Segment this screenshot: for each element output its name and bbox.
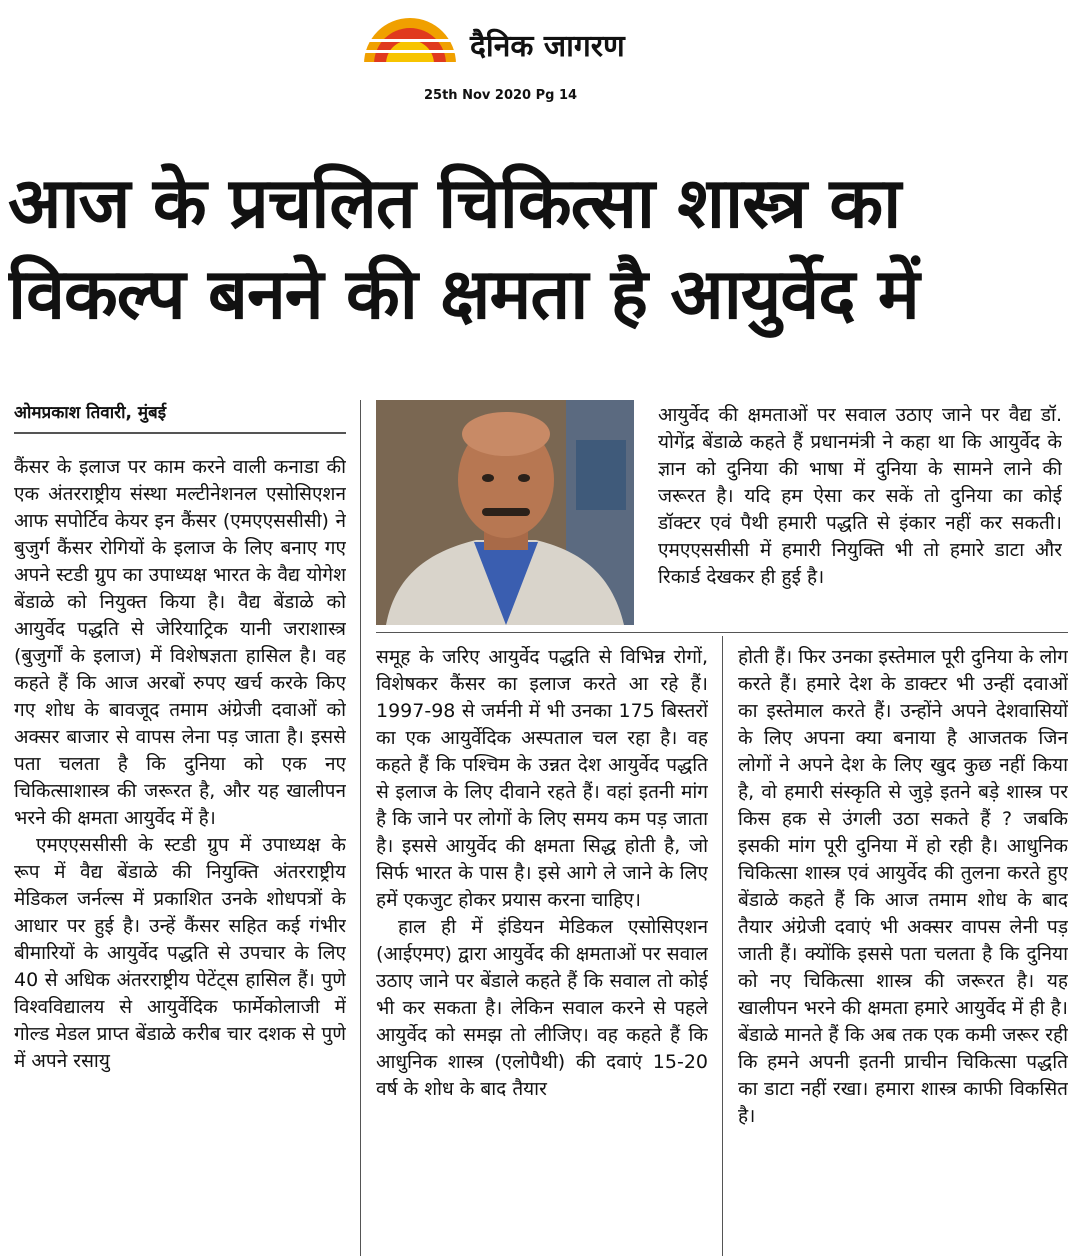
column-divider-2 [722,636,723,1256]
masthead [360,12,680,70]
pull-quote [658,402,1062,618]
dateline: 25th Nov 2020 Pg 14 [424,88,578,103]
headline-line-2: विकल्प बनने की क्षमता है आयुर्वेद में [8,253,919,335]
column-divider-1 [360,400,361,1256]
col1-paragraph-1: कैंसर के इलाज पर काम करने वाली कनाडा की एक अंतरराष्ट्रीय संस्था मल्टीनेशनल एसोसिएशन आफ सपोर्टिव केयर इन कैंसर (एमएएससीसी) ने बुजुर्ग कैंसर रोगियों के इलाज के लिए बनाए गए अपने स्टडी ग्रुप का उपाध्यक्ष भारत के वैद्य योगेश बेंडाळे को नियुक्त किया है। वैद्य बेंडाळे को आयुर्वेद पद्धति से जेरियाट्रिक यानी जराशास्त्र (बुजुर्गों के इलाज) में विशेषज्ञता हासिल है। वह कहते हैं कि आज अरबों रुपए खर्च करके किए गए शोध के बावजूद तमाम अंग्रेजी दवाओं को अक्सर बाजार से वापस लेना पड़ जाता है। इससे पता चलता है कि दुनिया को एक नए चिकित्साशास्त्र की जरूरत है, और यह खालीपन भरने की क्षमता आयुर्वेद में है। [14,456,346,829]
pull-quote-text: आयुर्वेद की क्षमताओं पर सवाल उठाए जाने पर वैद्य डॉ. योगेंद्र बेंडाळे कहते हैं प्रधानमंत्री ने कहा था कि आयुर्वेद के ज्ञान को दुनिया की भाषा में दुनिया के सामने लाने की जरूरत है। यदि हम ऐसा कर सकें तो दुनिया का कोई डॉक्टर एवं पैथी हमारी पद्धति से इंकार नहीं कर सकती। एमएएससीसी में हमारी नियुक्ति भी तो हमारे डाटा और रिकार्ड देखकर ही हुई है। [658,404,1062,588]
col2-paragraph-2: हाल ही में इंडियन मेडिकल एसोसिएशन (आईएमए) द्वारा आयुर्वेद की क्षमताओं पर सवाल उठाए जाने पर बेंडाले कहते हैं कि सवाल तो कोई भी कर सकता है। लेकिन सवाल करने से पहले आयुर्वेद को समझ तो लीजिए। वह कहते हैं कि आधुनिक शास्त्र (एलोपैथी) की दवाएं 15-20 वर्ष के शोध के बाद तैयार [376,916,708,1100]
byline: ओमप्रकाश तिवारी, मुंबई [14,403,167,423]
portrait-photo [376,400,634,625]
brand-name: दैनिक जागरण [470,29,625,64]
column-3 [738,644,1068,1256]
col1-paragraph-2: एमएएससीसी के स्टडी ग्रुप में उपाध्यक्ष के रूप में वैद्य बेंडाळे की नियुक्ति अंतरराष्ट्रीय मेडिकल जर्नल्स में प्रकाशित उनके शोधपत्रों के आधार पर हुई है। उन्हें कैंसर सहित कई गंभीर बीमारियों के आयुर्वेद पद्धति से उपचार के लिए 40 से अधिक अंतरराष्ट्रीय पेटेंट्स हासिल हैं। पुणे विश्वविद्यालय से आयुर्वेदिक फार्मेकोलाजी में गोल्ड मेडल प्राप्त बेंडाळे करीब चार दशक से पुणे में अपने रसायु [14,834,346,1072]
column-1 [14,454,346,1256]
byline-underline [14,432,346,434]
col2-paragraph-1: समूह के जरिए आयुर्वेद पद्धति से विभिन्न रोगों, विशेषकर कैंसर का इलाज करते आ रहे हैं। 1997-98 से जर्मनी में भी उनका 175 बिस्तरों का एक आयुर्वेदिक अस्पताल चल रहा है। वह कहते हैं कि पश्चिम के उन्नत देश आयुर्वेद पद्धति से इलाज के लिए दीवाने रहते हैं। वहां इतनी मांग है कि जाने पर लोगों के लिए समय कम पड़ जाता है। इससे आयुर्वेद की क्षमता सिद्ध होती है, जो सिर्फ भारत के पास है। इसे आगे ले जाने के लिए हमें एकजुट होकर प्रयास करना चाहिए। [376,646,708,911]
horizontal-divider [376,632,1068,633]
col3-paragraph-1: होती हैं। फिर उनका इस्तेमाल पूरी दुनिया के लोग करते हैं। हमारे देश के डाक्टर भी उन्हीं दवाओं का इस्तेमाल करते हैं। उन्होंने अपने देशवासियों के लिए अपना क्या बनाया है आजतक जिन लोगों ने अपने देश के लिए खुद कुछ नहीं किया है, वो हमारी संस्कृति से जुड़े इतने बड़े शास्त्र पर किस हक से उंगली उठा सकते हैं ? जबकि इसकी मांग पूरी दुनिया में हो रही है। आधुनिक चिकित्सा शास्त्र एवं आयुर्वेद की तुलना करते हुए बेंडाळे कहते हैं कि आज तमाम शोध के बाद तैयार अंग्रेजी दवाएं भी अक्सर वापस लेनी पड़ जाती हैं। क्योंकि इससे पता चलता है कि दुनिया को नए चिकित्सा शास्त्र की जरूरत है। यह खालीपन भरने की क्षमता हमारे आयुर्वेद में ही है। बेंडाळे मानते हैं कि अब तक एक कमी जरूर रही कि हमने अपनी इतनी प्राचीन चिकित्सा पद्धति का डाटा नहीं रखा। हमारा शास्त्र काफी विकसित है। [738,646,1068,1127]
headline-line-1: आज के प्रचलित चिकित्सा शास्त्र का [8,162,901,244]
headline [8,158,1068,340]
rising-sun-icon [360,12,460,68]
column-2 [376,644,708,1256]
portrait-illustration [376,400,634,625]
